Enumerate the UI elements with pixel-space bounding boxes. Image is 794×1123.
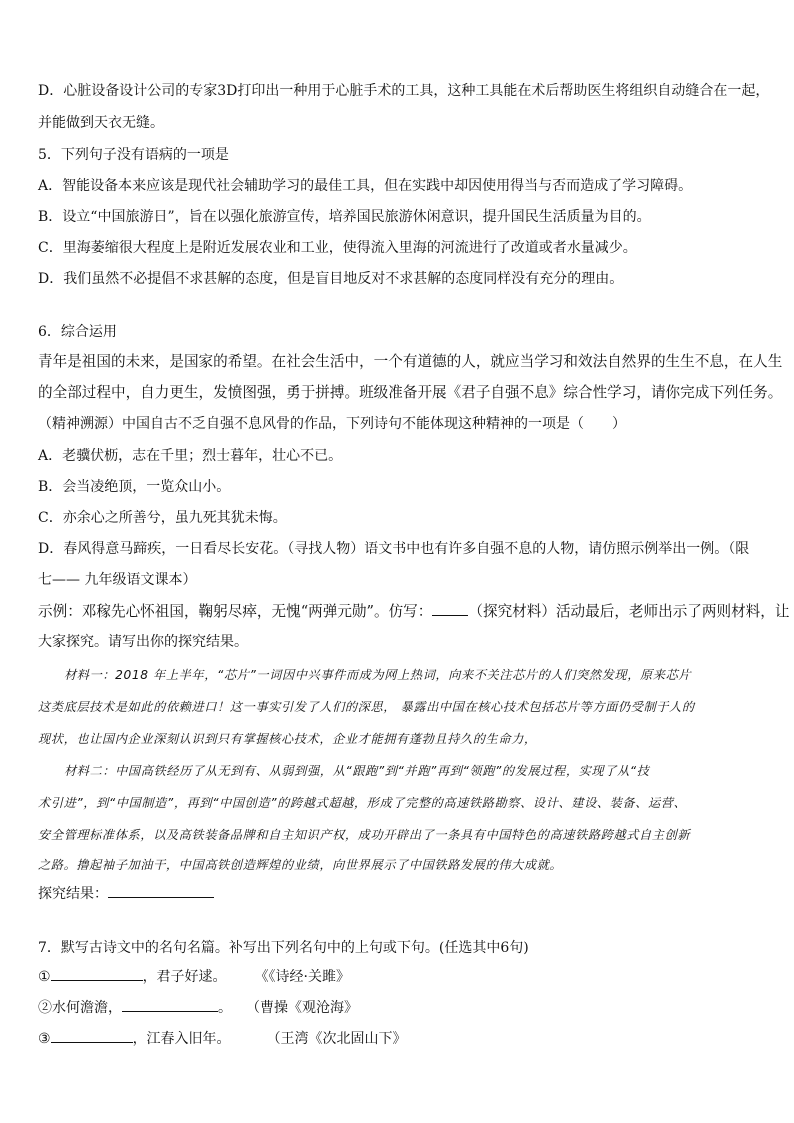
- q7-item-2: [38, 997, 758, 1018]
- q6-example-line: [38, 601, 790, 622]
- q7-item-3: [38, 1028, 758, 1049]
- q6-explore-instruction: 大家探究。请写出你的探究结果。: [38, 634, 248, 650]
- q6-intro-line2: 的全部过程中，自力更生，发愤图强，勇于拼搏。班级准备开展《君子自强不息》综合性学习，请你完成下列任务。: [38, 384, 783, 401]
- q6-stem: 6．综合运用: [38, 324, 117, 340]
- q6-explore-intro: （探究材料）活动最后，老师出示了两则材料，让: [468, 603, 790, 620]
- q4-option-d-line2: 并能做到天衣无缝。: [38, 115, 164, 131]
- q6-example-text: 示例：邓稼先心怀祖国，鞠躬尽瘁，无愧“两弹元勋”。仿写：: [38, 603, 433, 620]
- answer-blank-result[interactable]: [108, 883, 214, 898]
- material-two-line1: 材料二：中国高铁经历了从无到有、从弱到强，从“跟跑”到“并跑”再到“领跑”的发展过程，实现了从“技: [64, 764, 650, 778]
- q6-option-d-line2: 七—— 九年级语文课本）: [38, 572, 197, 588]
- q6-option-c: C．亦余心之所善兮，虽九死其犹未悔。: [38, 510, 287, 526]
- q7-item-1-text: ，君子好逑。: [142, 969, 227, 985]
- q5-option-b: B．设立“中国旅游日”，旨在以强化旅游宣传，培养国民旅游休闲意识，提升国民生活质量为目的。: [38, 209, 651, 225]
- q6-option-d-line1: D．春风得意马蹄疾，一日看尽长安花。（寻找人物）语文书中也有许多自强不息的人物，请仿照示例举出一例。（限: [38, 541, 750, 557]
- answer-blank-q7-1[interactable]: [51, 966, 143, 981]
- material-two-line3: 安全管理标准体系，以及高铁装备品牌和自主知识产权，成功开辟出了一条具有中国特色的高速铁路跨越式自主创新: [38, 828, 691, 842]
- q6-result-label: 探究结果：: [38, 886, 108, 902]
- q5-stem: 5．下列句子没有语病的一项是: [38, 147, 229, 163]
- q6-option-b: B．会当凌绝顶，一览众山小。: [38, 479, 231, 495]
- q6-option-a: A．老骥伏枥，志在千里；烈士暮年，壮心不已。: [38, 448, 343, 464]
- answer-blank-imitation[interactable]: [432, 601, 468, 616]
- q7-item-3-number: ③: [38, 1031, 51, 1047]
- q4-option-d-line1: D．心脏设备设计公司的专家3D打印出一种用于心脏手术的工具，这种工具能在术后帮助医生将组织自动缝合在一起，: [38, 83, 770, 99]
- q7-item-1-source: 《《诗经·关雎》: [254, 969, 351, 985]
- q5-option-d: D．我们虽然不必提倡不求甚解的态度，但是盲目地反对不求甚解的态度同样没有充分的理由。: [38, 271, 624, 287]
- material-one-line3: 现状，也让国内企业深刻认识到只有掌握核心技术，企业才能拥有蓬勃且持久的生命力，: [38, 732, 537, 746]
- q7-stem: 7．默写古诗文中的名句名篇。补写出下列名句中的上句或下句。(任选其中6句): [38, 940, 529, 956]
- q5-option-a: A．智能设备本来应该是现代社会辅助学习的最佳工具，但在实践中却因使用得当与否而造成了学习障碍。: [38, 178, 693, 194]
- material-two-line2: 术引进”，到“中国制造”，再到“中国创造”的跨越式超越，形成了完整的高速铁路勘察、设计、建设、装备、运营、: [38, 796, 687, 810]
- q7-item-1: [38, 966, 758, 987]
- q7-item-3-text: ，江春入旧年。: [132, 1031, 231, 1047]
- q6-task-spirit: （精神溯源）中国自古不乏自强不息风骨的作品，下列诗句不能体现这种精神的一项是（ ）: [38, 416, 626, 432]
- q6-intro-line1: 青年是祖国的未来，是国家的希望。在社会生活中，一个有道德的人，就应当学习和效法自然界的生生不息，在人生: [38, 353, 783, 370]
- q6-result-line: [38, 883, 758, 904]
- material-two-line4: 之路。撸起袖子加油干，中国高铁创造辉煌的业绩，向世界展示了中国铁路发展的伟大成就。: [38, 858, 563, 872]
- answer-blank-q7-3[interactable]: [51, 1028, 133, 1043]
- material-one-line1: 材料一：2018 年上半年，“芯片”一词因中兴事件而成为网上热词，向来不关注芯片的人们突然发现，原来芯片: [64, 668, 692, 682]
- q7-item-1-number: ①: [38, 969, 51, 985]
- answer-blank-q7-2[interactable]: [122, 997, 218, 1012]
- q7-item-2-end: 。: [218, 1000, 232, 1016]
- material-one-line2: 这类底层技术是如此的依赖进口！这一事实引发了人们的深思， 暴露出中国在核心技术包括芯片等方面仍受制于人的: [38, 700, 695, 714]
- q7-item-2-text: ②水何澹澹，: [38, 1000, 122, 1016]
- q7-item-3-source: （王湾《次北固山下》: [266, 1031, 407, 1047]
- q7-item-2-source: （曹操《观沧海》: [246, 1000, 358, 1016]
- q5-option-c: C．里海萎缩很大程度上是附近发展农业和工业，使得流入里海的河流进行了改道或者水量减少。: [38, 240, 637, 256]
